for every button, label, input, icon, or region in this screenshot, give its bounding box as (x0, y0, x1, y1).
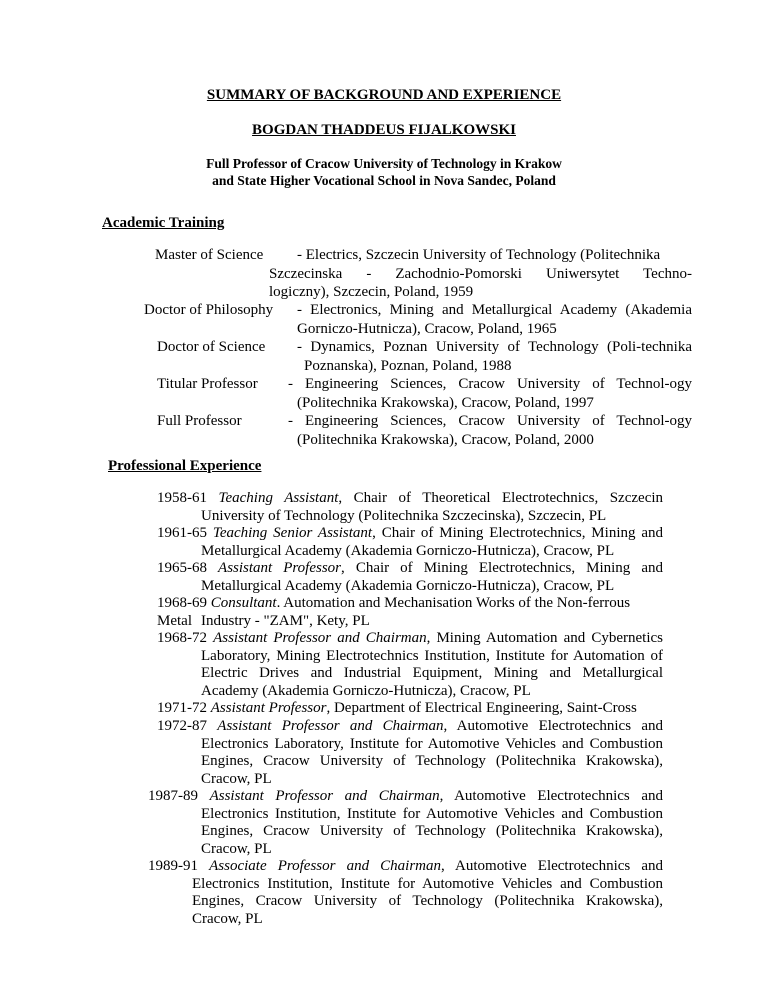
entry-years: 1972-87 (157, 718, 207, 734)
position-line-1: Full Professor of Cracow University of Technology in Krakow (206, 156, 562, 171)
entry-role: Teaching Senior Assistant (212, 525, 373, 541)
degree-label: Doctor of Philosophy (144, 302, 274, 318)
entry-line: Laboratory, Mining Electrotechnics Institution, Institute for Automation of (201, 647, 663, 664)
person-name: BOGDAN THADDEUS FIJALKOWSKI (252, 122, 516, 138)
entry-first-line (157, 560, 663, 578)
degree-line: Szczecinska - Zachodnio-Pomorski Uniwersytet Techno- (269, 265, 692, 282)
entry-role: Associate Professor and Chairman (209, 858, 442, 874)
entry-text: , Automotive Electrotechnics and (443, 718, 663, 734)
entry-line: Electronics Laboratory, Institute for Automotive Vehicles and Combustion (201, 735, 663, 752)
entry-years: 1968-72 (157, 630, 207, 646)
entry-line: Cracow, PL (192, 910, 263, 927)
position-line-2: and State Higher Vocational School in Nova Sandec, Poland (212, 173, 556, 188)
degree-label: Full Professor (157, 413, 242, 429)
entry-text: , Chair of Mining Electrotechnics, Mining and (341, 560, 663, 576)
entry-text: , Chair of Mining Electrotechnics, Mining and (372, 525, 663, 541)
entry-first-line (157, 718, 663, 736)
entry-line: Engines, Cracow University of Technology (Politechnika Krakowska), (201, 753, 663, 769)
entry-first-line (157, 490, 663, 508)
degree-label: Titular Professor (157, 376, 258, 392)
entry-line: Academy (Akademia Gorniczo-Hutnicza), Cracow, PL (201, 682, 531, 699)
degree-line: Poznanska), Poznan, Poland, 1988 (304, 357, 512, 374)
degree-line: (Politechnika Krakowska), Cracow, Poland, 1997 (297, 394, 594, 411)
entry-line: Cracow, PL (201, 770, 272, 787)
degree-line: (Politechnika Krakowska), Cracow, Poland, 2000 (297, 431, 594, 448)
entry-line: Metallurgical Academy (Akademia Gorniczo-Hutnicza), Cracow, PL (201, 542, 615, 559)
entry-text: . Automation and Mechanisation Works of the Non-ferrous Metal (157, 595, 631, 629)
entry-years: 1961-65 (157, 525, 207, 541)
degree-line: - Electrics, Szczecin University of Technology (Politechnika (297, 247, 661, 263)
entry-years: 1958-61 (157, 490, 207, 506)
position-statement (0, 155, 768, 189)
entry-role: Consultant (210, 595, 277, 611)
entry-line: Electronics Institution, Institute for Automotive Vehicles and Combustion (192, 875, 663, 892)
entry-role: Assistant Professor (210, 700, 327, 716)
entry-role: Assistant Professor and Chairman (209, 788, 440, 804)
entry-line: Electronics Institution, Institute for Automotive Vehicles and Combustion (201, 805, 663, 822)
academic-training-heading: Academic Training (102, 215, 225, 231)
degree-line: - Dynamics, Poznan University of Technology (Poli-technika (297, 339, 692, 355)
entry-line: Electric Drives and Industrial Equipment, Mining and Metallurgical (201, 665, 663, 681)
entry-line: Cracow, PL (201, 840, 272, 857)
entry-role: Assistant Professor and Chairman (213, 630, 427, 646)
entry-first-line (157, 525, 663, 543)
entry-years: 1987-89 (148, 788, 198, 804)
entry-years: 1965-68 (157, 560, 207, 576)
professional-experience-heading: Professional Experience (108, 458, 262, 474)
entry-role: Teaching Assistant (218, 490, 339, 506)
entry-text: , Mining Automation and Cybernetics (426, 630, 663, 646)
degree-label: Doctor of Science (157, 339, 266, 355)
degree-line: logiczny), Szczecin, Poland, 1959 (269, 284, 474, 300)
entry-line: Metallurgical Academy (Akademia Gorniczo-Hutnicza), Cracow, PL (201, 577, 615, 594)
degree-line: - Electronics, Mining and Metallurgical Academy (Akademia (297, 302, 692, 318)
entry-years: 1968-69 (157, 595, 207, 611)
entry-text: , Chair of Theoretical Electrotechnics, Szczecin (338, 490, 664, 506)
entry-line: University of Technology (Politechnika Szczecinska), Szczecin, PL (201, 507, 607, 524)
entry-first-line (148, 858, 663, 876)
entry-first-line (157, 700, 663, 718)
entry-text: , Department of Electrical Engineering, Saint-Cross (326, 700, 637, 716)
entry-line: Engines, Cracow University of Technology (Politechnika Krakowska), (192, 893, 663, 909)
entry-first-line (148, 788, 663, 806)
entry-line: Engines, Cracow University of Technology (Politechnika Krakowska), (201, 823, 663, 839)
entry-role: Assistant Professor and Chairman (217, 718, 444, 734)
entry-years: 1971-72 (157, 700, 207, 716)
degree-line: - Engineering Sciences, Cracow University of Technol-ogy (288, 376, 692, 392)
entry-text: , Automotive Electrotechnics and (441, 858, 663, 874)
entry-years: 1989-91 (148, 858, 198, 874)
entry-role: Assistant Professor (218, 560, 342, 576)
degree-line: Gorniczo-Hutnicza), Cracow, Poland, 1965 (297, 320, 557, 337)
document-title: SUMMARY OF BACKGROUND AND EXPERIENCE (206, 87, 562, 103)
degree-label: Master of Science (155, 247, 264, 263)
entry-line: Industry - "ZAM", Kety, PL (201, 612, 370, 629)
degree-line: - Engineering Sciences, Cracow University of Technol-ogy (288, 413, 692, 429)
entry-text: , Automotive Electrotechnics and (439, 788, 663, 804)
entry-first-line (157, 630, 663, 648)
